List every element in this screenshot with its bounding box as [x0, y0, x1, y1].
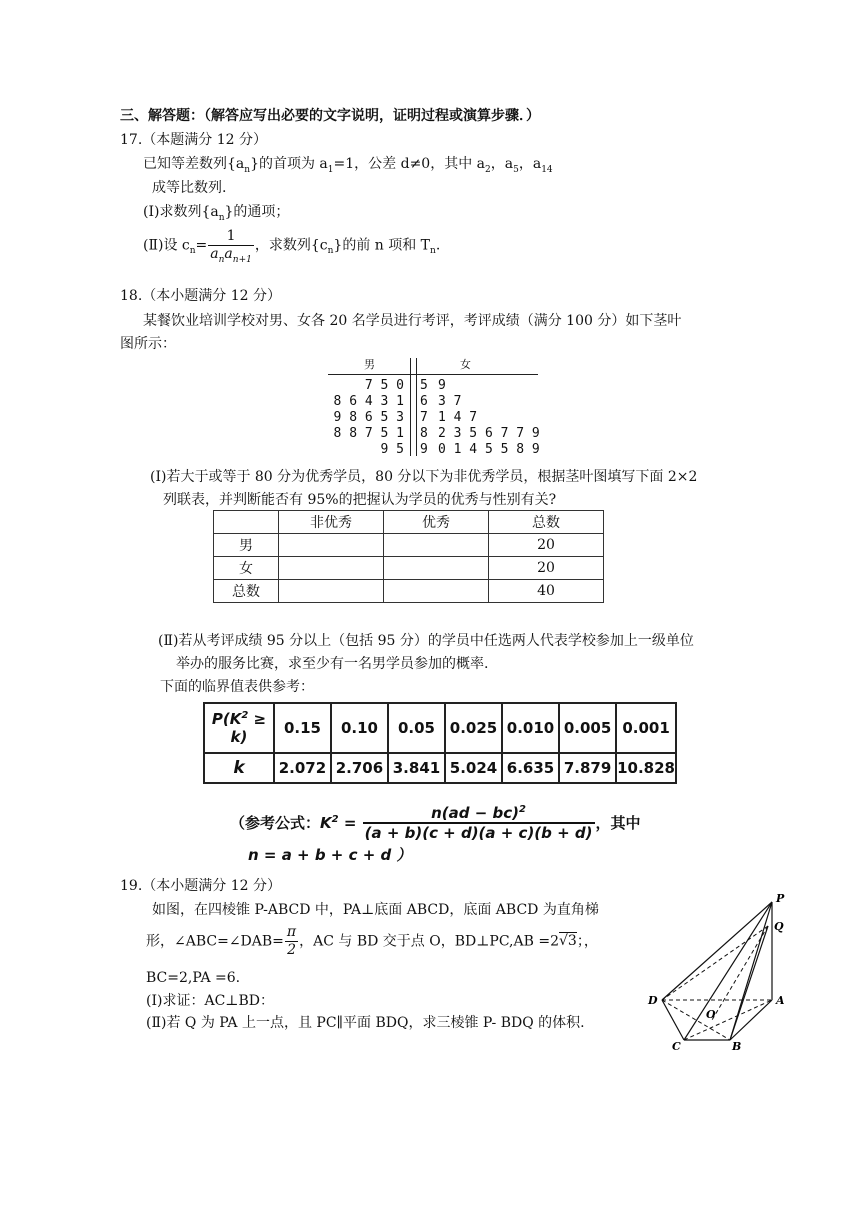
q19-part2: (Ⅱ)若 Q 为 PA 上一点，且 PC∥平面 BDQ，求三棱锥 P- BDQ 的体积. — [146, 1015, 585, 1031]
q17-line2: 成等比数列. — [152, 180, 227, 196]
table-cell: 0.001 — [616, 703, 676, 753]
label-D: D — [648, 994, 658, 1007]
table-cell: 0.10 — [331, 703, 388, 753]
leaf-female-row: 1 4 7 — [438, 410, 478, 425]
table-header: 总数 — [489, 511, 604, 534]
stem-row: 5 — [420, 378, 428, 393]
label-A: A — [776, 994, 785, 1007]
leaf-male-row: 8 8 7 5 1 — [333, 426, 404, 441]
q19-line2: 形，∠ABC=∠DAB= $\frac{\pi}{2}$ ，AC 与 BD 交于点 O，BD⊥PC,AB =2√3；， — [146, 924, 598, 958]
table-cell: 0.05 — [388, 703, 445, 753]
table-cell: 女 — [214, 557, 279, 580]
table-cell — [214, 511, 279, 534]
leaf-male-row: 8 6 4 3 1 — [333, 394, 404, 409]
table-row — [214, 511, 604, 534]
table-cell: 20 — [489, 534, 604, 557]
table-cell: 2.072 — [274, 753, 331, 783]
leaf-female-row: 9 — [438, 378, 446, 393]
label-P: P — [776, 892, 785, 905]
label-B: B — [732, 1040, 742, 1052]
section-heading: 三、解答题：（解答应写出必要的文字说明，证明过程或演算步骤．） — [120, 108, 540, 124]
table-cell: 6.635 — [502, 753, 559, 783]
q17-part2: (Ⅱ)设 $c_n=$ $\frac{1}{a_na_{n+1}}$ ，求数列$\{c_n\}$的前 n 项和 $T_n$. — [143, 228, 441, 265]
contingency-table — [213, 510, 604, 603]
q19-part1: (I)求证：AC⊥BD： — [146, 993, 274, 1009]
q18-intro1: 某餐饮业培训学校对男、女各 20 名学员进行考评，考评成绩（满分 100 分）如下茎叶 — [143, 313, 682, 329]
table-row — [204, 703, 676, 753]
critical-value-table — [203, 702, 677, 784]
q17-number: 17.（本题满分 12 分） — [120, 132, 267, 148]
stem-row: 9 — [420, 442, 428, 457]
table-cell: 20 — [489, 557, 604, 580]
table-row — [214, 580, 604, 603]
table-row — [214, 534, 604, 557]
pyramid-figure — [640, 890, 790, 1052]
label-C: C — [672, 1040, 681, 1052]
q19-line1: 如图，在四棱锥 P-ABCD 中，PA⊥底面 ABCD，底面 ABCD 为直角梯 — [152, 902, 599, 918]
formula: （参考公式：$K^2$ = $\frac{n(ad - bc)^2}{(a + b)(c + d)(a + c)(b + d)}$ ，其中 — [230, 804, 641, 842]
table-header: 非优秀 — [279, 511, 384, 534]
q18-intro2: 图所示： — [120, 336, 176, 352]
table-cell: 男 — [214, 534, 279, 557]
stem-row: 6 — [420, 394, 428, 409]
table-cell — [384, 534, 489, 557]
table-cell — [384, 580, 489, 603]
q19-number: 19.（本小题满分 12 分） — [120, 878, 281, 894]
table-cell — [279, 557, 384, 580]
table-cell — [279, 580, 384, 603]
table-header: k — [204, 753, 274, 783]
stem-row: 8 — [420, 426, 428, 441]
stem-leaf-plot — [320, 356, 550, 458]
stem-leaf-header-male: 男 — [364, 358, 375, 371]
leaf-female-row: 2 3 5 6 7 7 9 — [438, 426, 540, 441]
table-cell: 0.15 — [274, 703, 331, 753]
table-cell: 2.706 — [331, 753, 388, 783]
q17-fraction: $\frac{1}{a_na_{n+1}}$ — [210, 228, 252, 265]
table-cell: 0.010 — [502, 703, 559, 753]
leaf-male-row: 7 5 0 — [364, 378, 404, 393]
label-O: O — [706, 1008, 716, 1021]
table-header: 优秀 — [384, 511, 489, 534]
q18-number: 18.（本小题满分 12 分） — [120, 288, 281, 304]
q17-line1: 已知等差数列$\{a_n\}$的首项为 $a_1=1$，公差 d≠0，其中 $a_2$，$a_5$，$a_{14}$ — [143, 156, 553, 175]
q18-table-note: 下面的临界值表供参考： — [160, 679, 314, 695]
stem-leaf-header-female: 女 — [460, 358, 471, 371]
table-cell: 总数 — [214, 580, 279, 603]
q17-part1: (I)求数列$\{a_n\}$的通项； — [143, 204, 290, 223]
q18-part1-line2: 列联表，并判断能否有 95%的把握认为学员的优秀与性别有关? — [163, 492, 557, 508]
table-cell: 0.025 — [445, 703, 502, 753]
table-cell: 10.828 — [616, 753, 676, 783]
table-cell: 0.005 — [559, 703, 616, 753]
table-cell: 7.879 — [559, 753, 616, 783]
table-cell: 3.841 — [388, 753, 445, 783]
leaf-male-row: 9 5 — [380, 442, 404, 457]
q18-part2-line2: 举办的服务比赛，求至少有一名男学员参加的概率. — [176, 656, 489, 672]
leaf-female-row: 3 7 — [438, 394, 462, 409]
table-cell: 40 — [489, 580, 604, 603]
table-row — [204, 753, 676, 783]
leaf-male-row: 9 8 6 5 3 — [333, 410, 404, 425]
table-cell: 5.024 — [445, 753, 502, 783]
label-Q: Q — [774, 920, 784, 933]
table-cell — [384, 557, 489, 580]
q19-line3: BC=2,PA =6. — [146, 970, 241, 986]
stem-row: 7 — [420, 410, 428, 425]
table-row — [214, 557, 604, 580]
table-header: $P(K^2 \ge k)$ — [204, 703, 274, 753]
formula-n-def: n = a + b + c + d ） — [248, 846, 412, 864]
leaf-female-row: 0 1 4 5 5 8 9 — [438, 442, 540, 457]
q18-part1-line1: (I)若大于或等于 80 分为优秀学员，80 分以下为非优秀学员，根据茎叶图填写下面 2×2 — [150, 469, 698, 485]
q18-part2-line1: (Ⅱ)若从考评成绩 95 分以上（包括 95 分）的学员中任选两人代表学校参加上一级单位 — [158, 633, 694, 649]
table-cell — [279, 534, 384, 557]
